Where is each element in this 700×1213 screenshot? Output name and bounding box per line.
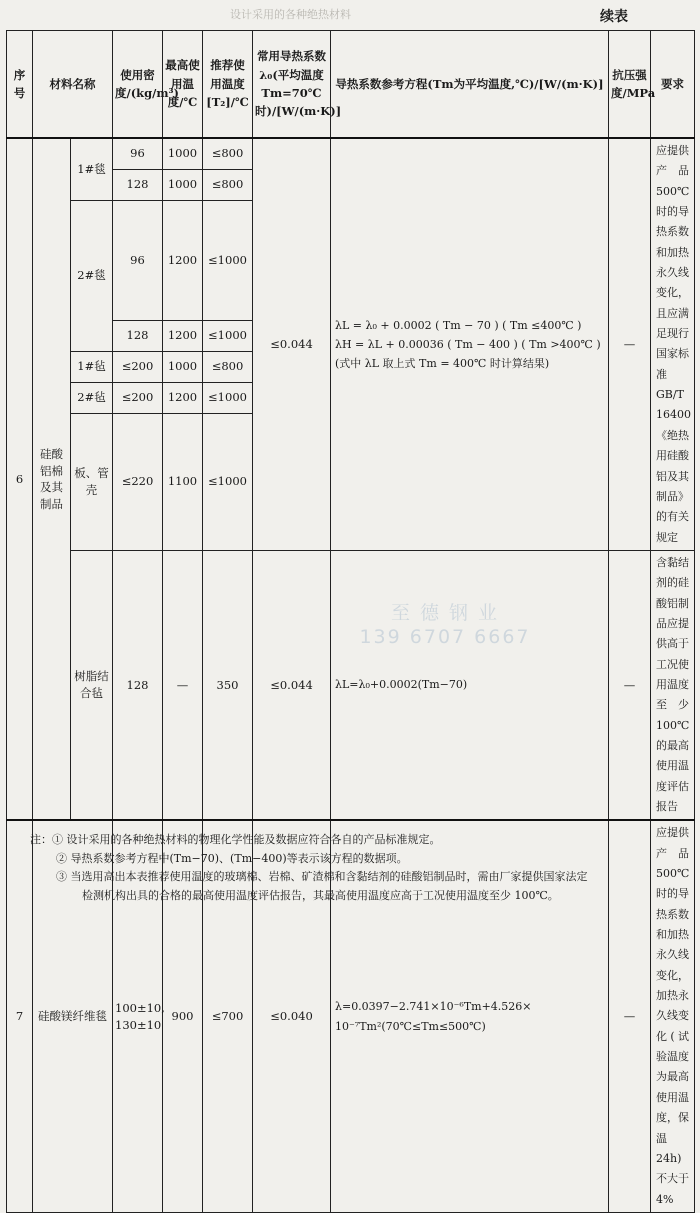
row6-density: 96: [113, 138, 163, 169]
header-row: [7, 31, 695, 139]
row6-density: ≤200: [113, 351, 163, 382]
row6-subtype: 板、管壳: [71, 413, 113, 550]
header-equation: 导热系数参考方程(Tm为平均温度,℃)/[W/(m·K)]: [331, 31, 609, 139]
row6-resin-requirement: 含黏结剂的硅酸铝制品应提供高于工况使用温度至少100℃的最高使用温度评估报告: [651, 550, 695, 820]
row6-rec-temp: ≤1000: [203, 200, 253, 320]
row6-max-temp: 1200: [163, 382, 203, 413]
row6-max-temp: 1100: [163, 413, 203, 550]
row7-requirement: 应提供产品500℃时的导热系数和加热永久线变化，加热永久线变化(试验温度为最高使用温度，保温24h) 不大于4%: [651, 820, 695, 1212]
row6-density: 96: [113, 200, 163, 320]
row6-density: ≤200: [113, 382, 163, 413]
equation-line: 10⁻⁷Tm²(70℃≤Tm≤500℃): [335, 1019, 486, 1033]
note-1: ① 设计采用的各种绝热材料的物理化学性能及数据应符合各自的产品标准规定。: [52, 833, 441, 846]
row7-conductivity: ≤0.040: [253, 820, 331, 1212]
header-strength: 抗压强度/MPa: [609, 31, 651, 139]
header-max-temp: 最高使用温度/℃: [163, 31, 203, 139]
scan-bleed-text: 设计采用的各种绝热材料: [230, 8, 351, 21]
row6-subtype: 1#毯: [71, 138, 113, 200]
row6-subtype: 1#毡: [71, 351, 113, 382]
row6-max-temp: 1200: [163, 320, 203, 351]
row7-material-name: 硅酸镁纤维毯: [33, 820, 113, 1212]
equation-line: λL = λ₀ + 0.0002 ( Tm − 70 ) ( Tm ≤400℃ ): [335, 318, 582, 332]
header-requirement: 要求: [651, 31, 695, 139]
row6-requirement: 应提供产品500℃时的导热系数和加热永久线变化，且应满足现行国家标准GB/T 16400《绝热用硅酸铝及其制品》的有关规定: [651, 138, 695, 550]
equation-line: λH = λL + 0.00036 ( Tm − 400 ) ( Tm >400℃ ): [335, 337, 601, 351]
watermark: [355, 602, 535, 650]
equation-line: λ=0.0397−2.741×10⁻⁶Tm+4.526×: [335, 1000, 532, 1014]
table-notes: [30, 831, 694, 906]
continued-table-label: 续表: [600, 9, 628, 25]
row6-rec-temp: ≤800: [203, 138, 253, 169]
notes-prefix: 注：: [30, 833, 52, 846]
header-density: 使用密度/(kg/m³): [113, 31, 163, 139]
density-line: 130±10: [115, 1017, 162, 1032]
header-seq: 序号: [7, 31, 33, 139]
row7-strength: —: [609, 820, 651, 1212]
row6-density: 128: [113, 320, 163, 351]
row6-rec-temp: ≤800: [203, 351, 253, 382]
row6-strength: —: [609, 138, 651, 550]
row6-density: 128: [113, 169, 163, 200]
watermark-company: 至 德 钢 业: [390, 602, 500, 624]
density-line: 100±10,: [115, 1000, 165, 1015]
row6-max-temp: 1000: [163, 169, 203, 200]
row6-resin-type: 树脂结合毡: [71, 550, 113, 820]
row7-rec-temp: ≤700: [203, 820, 253, 1212]
row6-resin-conductivity: ≤0.044: [253, 550, 331, 820]
row6-rec-temp: ≤1000: [203, 320, 253, 351]
row6-resin-rec-temp: 350: [203, 550, 253, 820]
row6-resin-max-temp: —: [163, 550, 203, 820]
row6-rec-temp: ≤800: [203, 169, 253, 200]
row6-rec-temp: ≤1000: [203, 382, 253, 413]
header-conductivity: 常用导热系数λ₀(平均温度Tm=70℃时)/[W/(m·K)]: [253, 31, 331, 139]
table-row: [7, 138, 695, 169]
row7-max-temp: 900: [163, 820, 203, 1212]
insulation-material-table: [6, 30, 695, 1213]
note-line: [30, 831, 694, 850]
row6-equation: [331, 138, 609, 550]
row6-resin-density: 128: [113, 550, 163, 820]
row6-rec-temp: ≤1000: [203, 413, 253, 550]
row7-seq: 7: [7, 820, 33, 1212]
row6-max-temp: 1000: [163, 138, 203, 169]
row6-resin-strength: —: [609, 550, 651, 820]
note-3: ③ 当选用高出本表推荐使用温度的玻璃棉、岩棉、矿渣棉和含黏结剂的硅酸铝制品时，需由厂家提供国家法定: [56, 870, 588, 884]
row6-subtype: 2#毡: [71, 382, 113, 413]
header-material-name: 材料名称: [33, 31, 113, 139]
row6-resin-equation: λL=λ₀+0.0002(Tm−70): [331, 550, 609, 820]
row6-material-name: 硅酸铝棉及其制品: [33, 138, 71, 820]
row6-subtype: 2#毯: [71, 200, 113, 351]
watermark-phone: 139 6707 6667: [359, 625, 531, 648]
note-2: ② 导热系数参考方程中(Tm−70)、(Tm−400)等表示该方程的数据项。: [56, 851, 408, 865]
row6-conductivity: ≤0.044: [253, 138, 331, 550]
table-row: [7, 550, 695, 820]
row6-max-temp: 1000: [163, 351, 203, 382]
equation-line: (式中 λL 取上式 Tm = 400℃ 时计算结果): [335, 357, 550, 371]
row6-density: ≤220: [113, 413, 163, 550]
row6-max-temp: 1200: [163, 200, 203, 320]
row6-seq: 6: [7, 138, 33, 820]
header-recommended-temp: 推荐使用温度[T₂]/℃: [203, 31, 253, 139]
note-3-continued: 检测机构出具的合格的最高使用温度评估报告，其最高使用温度应高于工况使用温度至少 100℃。: [82, 889, 559, 903]
